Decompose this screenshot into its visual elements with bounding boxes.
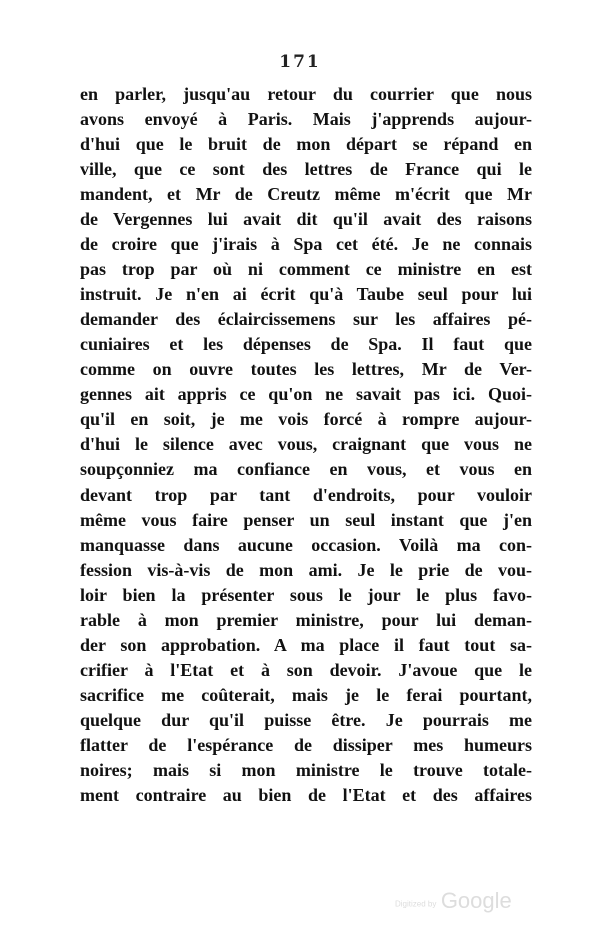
text-line: rable à mon premier ministre, pour lui deman- [80,609,532,630]
text-line: quelque dur qu'il puisse être. Je pourrais me [80,709,532,730]
text-line: demander des éclaircissemens sur les affaires pé- [80,309,532,330]
text-line: instruit. Je n'en ai écrit qu'à Taube seul pour lui [80,284,532,305]
text-line: sacrifice me coûterait, mais je le ferai pourtant, [80,684,532,705]
text-line: loir bien la présenter sous le jour le plus favo- [80,584,532,605]
watermark-brand: Google [440,888,512,913]
text-line: ville, que ce sont des lettres de France qui le [80,159,532,180]
text-line: manquasse dans aucune occasion. Voilà ma con- [80,534,532,555]
text-line: noires; mais si mon ministre le trouve totale- [80,759,532,780]
text-line: même vous faire penser un seul instant que j'en [80,509,532,530]
watermark-prefix: Digitized by [395,899,437,909]
text-line: devant trop par tant d'endroits, pour vouloir [80,484,532,505]
text-line: der son approbation. A ma place il faut tout sa- [80,634,532,655]
text-line: flatter de l'espérance de dissiper mes humeurs [80,734,532,755]
text-line: qu'il en soit, je me vois forcé à rompre aujour- [80,409,532,430]
text-line: en parler, jusqu'au retour du courrier que nous [80,84,532,104]
body-text [80,82,532,808]
digitized-by-google-watermark [395,888,512,914]
text-line: mandent, et Mr de Creutz même m'écrit que Mr [80,184,532,205]
text-line: avons envoyé à Paris. Mais j'apprends aujour- [80,109,532,130]
text-line: crifier à l'Etat et à son devoir. J'avoue que le [80,659,532,680]
text-line: comme on ouvre toutes les lettres, Mr de Ver- [80,359,532,380]
text-line: d'hui que le bruit de mon départ se répand en [80,134,532,155]
text-line: gennes ait appris ce qu'on ne savait pas ici. Quoi- [80,384,532,405]
text-line: d'hui le silence avec vous, craignant que vous ne [80,434,532,455]
text-line: soupçonniez ma confiance en vous, et vous en [80,459,532,480]
page-number: 171 [279,52,321,72]
text-line: de Vergennes lui avait dit qu'il avait des raisons [80,209,532,230]
text-line: ment contraire au bien de l'Etat et des affaires [80,784,532,805]
text-line: de croire que j'irais à Spa cet été. Je ne connais [80,234,532,255]
text-line: fession vis-à-vis de mon ami. Je le prie de vou- [80,559,532,580]
text-line: pas trop par où ni comment ce ministre en est [80,259,532,280]
text-line: cuniaires et les dépenses de Spa. Il faut que [80,334,532,355]
